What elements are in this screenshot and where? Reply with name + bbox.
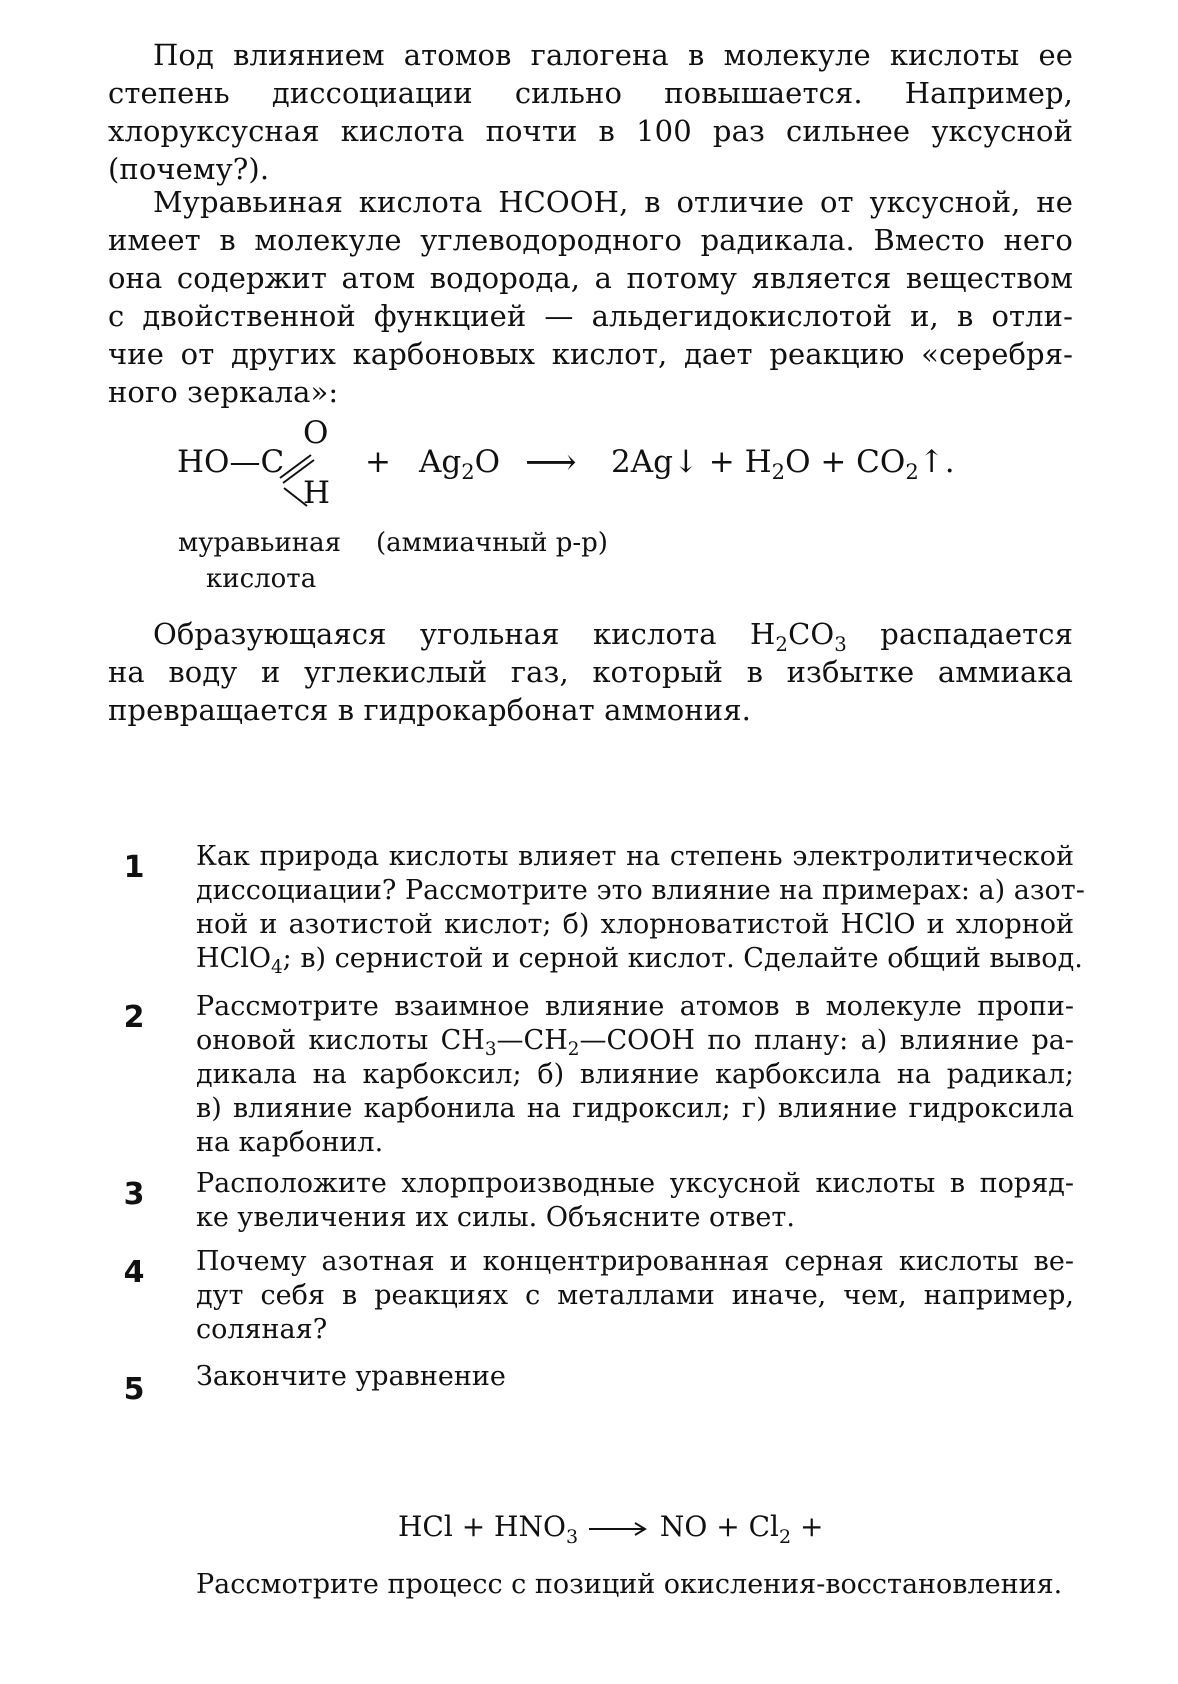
formula-part: NO + Cl <box>659 1510 779 1543</box>
subscript: 3 <box>565 1525 579 1548</box>
text-line: соляная? <box>196 1314 328 1345</box>
formula-part: O + CO <box>785 444 906 480</box>
text-line: Муравьиная кислота HCOOH, в отличие от уксусной, не <box>153 185 1073 219</box>
question-number-4: 4 <box>123 1255 145 1290</box>
subscript: 2 <box>905 459 919 485</box>
text-line: Как природа кислоты влияет на степень электролитической <box>196 841 1074 872</box>
text-part: —CH <box>496 1025 568 1056</box>
question-3-text <box>196 1167 1074 1235</box>
text-part: Образующаяся угольная кислота H <box>153 617 776 651</box>
question-number-5: 5 <box>123 1372 145 1407</box>
formic-acid-o: O <box>303 415 329 451</box>
formula-part: + <box>791 1510 824 1543</box>
text-line: имеет в молекуле углеводородного радикала. Вместо него <box>108 223 1073 257</box>
subscript: 2 <box>778 1525 792 1548</box>
text-line: Под влиянием атомов галогена в молекуле кислоты ее <box>153 38 1073 72</box>
text-line: диссоциации? Рассмотрите это влияние на примерах: а) азот- <box>196 875 1085 906</box>
text-line: ке увеличения их силы. Объясните ответ. <box>196 1202 795 1233</box>
reaction-arrow: ⟶ <box>525 442 577 483</box>
text-line <box>108 615 1073 656</box>
text-line: степень диссоциации сильно повышается. Например, <box>108 76 1073 110</box>
text-line: в) влияние карбонила на гидроксил; г) влияние гидроксила <box>196 1093 1074 1124</box>
subscript: 2 <box>771 459 786 485</box>
question-number-1: 1 <box>123 850 145 885</box>
question-5-intro <box>196 1360 1074 1394</box>
subscript: 2 <box>461 459 475 485</box>
formula-part: ↑. <box>918 444 955 480</box>
subscript: 3 <box>484 1039 497 1061</box>
question-5-outro <box>196 1568 1074 1602</box>
formula-part: O <box>474 444 501 480</box>
text-line: ной и азотистой кислот; б) хлорноватистой HClO и хлорной <box>196 909 1074 940</box>
text-part: —COOH по плану: а) влияние ра- <box>579 1025 1074 1056</box>
text-line: хлоруксусная кислота почти в 100 раз сильнее уксусной <box>108 114 1073 148</box>
text-line: чие от других карбоновых кислот, дает реакцию «серебря- <box>108 337 1073 371</box>
formula-part: HCl + HNO <box>398 1510 566 1543</box>
subscript: 4 <box>270 957 283 979</box>
reaction-products <box>611 444 955 485</box>
text-part: оновой кислоты CH <box>196 1025 485 1056</box>
question-1-text <box>196 840 1085 979</box>
formic-acid-h: H <box>303 475 331 511</box>
text-line: она содержит атом водорода, а потому является веществом <box>108 261 1073 295</box>
text-line <box>196 942 1083 979</box>
text-part: HClO <box>196 943 271 974</box>
caption-ammonia-solution: (аммиачный р-р) <box>376 528 608 558</box>
text-part: CO <box>788 617 835 651</box>
plus-sign: + <box>365 444 391 480</box>
text-line: превращается в гидрокарбонат аммония. <box>108 693 751 727</box>
text-line: Закончите уравнение <box>196 1361 506 1392</box>
text-part: распадается <box>846 617 1073 651</box>
text-line: на воду и углекислый газ, который в избытке аммиака <box>108 655 1073 689</box>
text-line: Рассмотрите процесс с позиций окисления-восстановления. <box>196 1569 1063 1600</box>
text-line: (почему?). <box>108 152 270 186</box>
paragraph-carbonic-acid <box>108 615 1073 729</box>
question-5-equation <box>398 1510 824 1548</box>
reaction-arrow-icon <box>587 1519 651 1539</box>
question-2-text <box>196 990 1074 1160</box>
subscript: 2 <box>775 632 789 656</box>
text-line: Почему азотная и концентрированная серная кислоты ве- <box>196 1246 1074 1277</box>
question-4-text <box>196 1245 1074 1347</box>
paragraph-formic-acid <box>108 183 1073 411</box>
caption-formic-acid-line1: муравьиная <box>178 528 342 558</box>
text-part: ; в) сернистой и серной кислот. Сделайте общий вывод. <box>282 943 1083 974</box>
formula-part: 2Ag↓ + H <box>611 444 772 480</box>
text-line: дут себя в реакциях с металлами иначе, чем, например, <box>196 1280 1074 1311</box>
formula-part: Ag <box>419 444 462 480</box>
question-number-2: 2 <box>123 1000 145 1035</box>
subscript: 3 <box>834 632 847 656</box>
text-line: Рассмотрите взаимное влияние атомов в молекуле пропи- <box>196 991 1074 1022</box>
text-line: Расположите хлорпроизводные уксусной кислоты в поряд- <box>196 1168 1074 1199</box>
formic-acid-ho-c: HO—C <box>177 444 285 480</box>
question-number-3: 3 <box>123 1177 145 1212</box>
caption-formic-acid-line2: кислота <box>206 564 317 594</box>
text-line: на карбонил. <box>196 1127 384 1158</box>
silver-oxide <box>419 444 501 485</box>
text-line: дикала на карбоксил; б) влияние карбоксила на радикал; <box>196 1059 1074 1090</box>
paragraph-halogen-influence <box>108 36 1073 188</box>
text-line: ного зеркала»: <box>108 375 339 409</box>
text-line: с двойственной функцией — альдегидокислотой и, в отли- <box>108 299 1073 333</box>
subscript: 2 <box>567 1039 580 1061</box>
text-line <box>196 1024 1074 1061</box>
